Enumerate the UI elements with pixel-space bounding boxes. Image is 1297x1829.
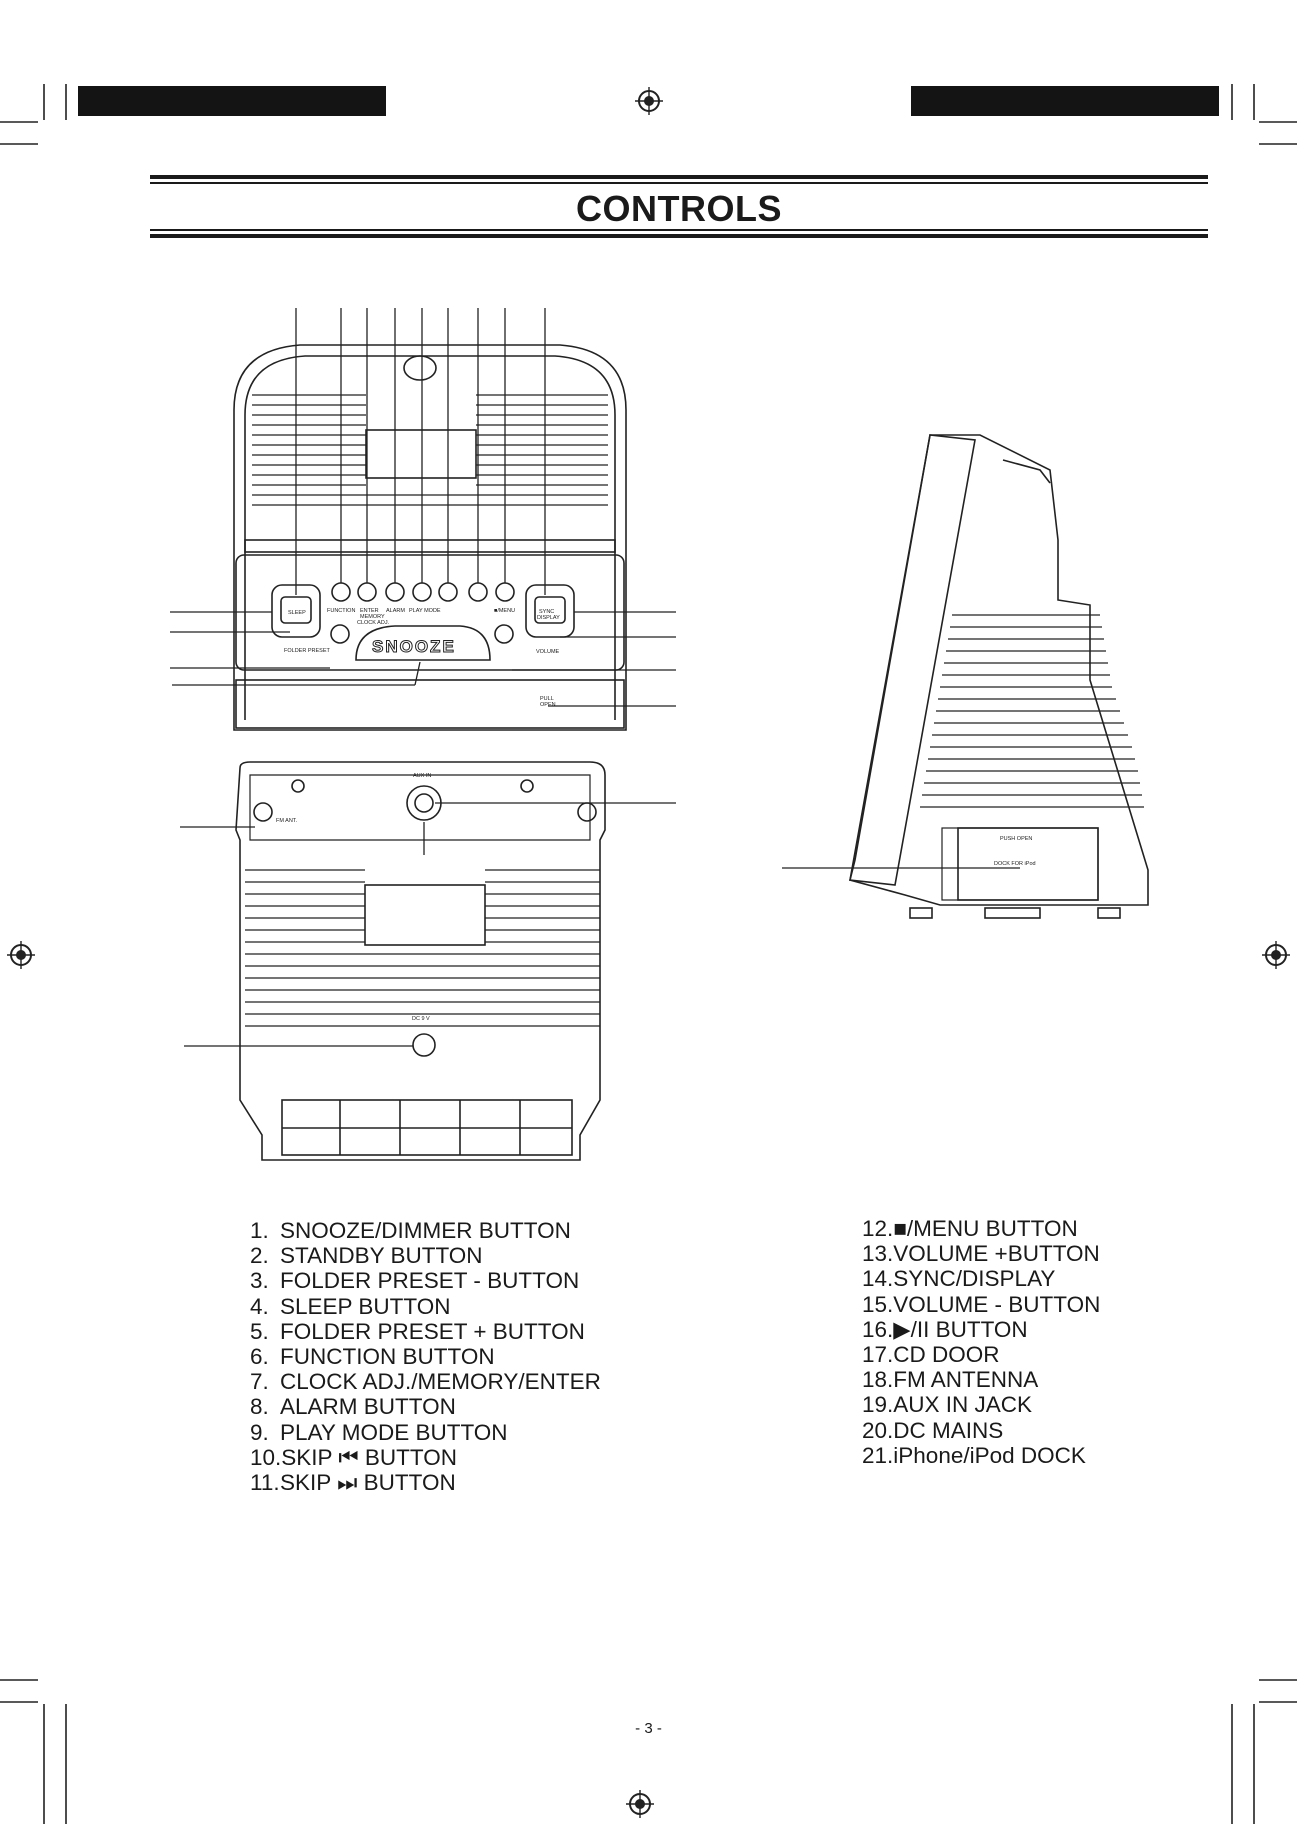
device-diagram (0, 300, 1297, 1180)
control-label: iPhone/iPod DOCK (893, 1442, 1086, 1468)
control-item (250, 1420, 601, 1445)
control-label: FOLDER PRESET + BUTTON (280, 1318, 585, 1344)
control-number: 19. (862, 1392, 894, 1418)
clock-adj-label: CLOCK ADJ. (357, 620, 390, 626)
push-open-label: PUSH OPEN (1000, 836, 1033, 842)
control-item (250, 1369, 601, 1394)
control-number: 13. (862, 1241, 894, 1267)
open-label: OPEN (540, 702, 556, 708)
control-label: STANDBY BUTTON (280, 1243, 483, 1269)
control-label: SLEEP BUTTON (280, 1293, 451, 1319)
back-view (180, 762, 676, 1160)
header-bar-left (78, 86, 386, 116)
control-number: 15. (862, 1291, 894, 1317)
control-item (862, 1241, 1100, 1266)
control-label: CD DOOR (893, 1342, 1000, 1368)
control-item (862, 1418, 1100, 1443)
control-label: SKIP ⏭ BUTTON (280, 1470, 456, 1496)
control-item (862, 1317, 1100, 1342)
device-diagram-svg (0, 300, 1297, 1180)
control-number: 8. (250, 1394, 269, 1420)
controls-list-right (862, 1216, 1100, 1468)
sleep-label: SLEEP (288, 610, 306, 616)
memory-label: MEMORY (360, 614, 385, 620)
control-number: 4. (250, 1293, 269, 1319)
control-number: 10. (250, 1444, 282, 1470)
control-item (250, 1445, 601, 1470)
control-number: 20. (862, 1417, 894, 1443)
function-label: FUNCTION (327, 608, 356, 614)
control-number: 14. (862, 1266, 894, 1292)
registration-mark-bottom (626, 1790, 654, 1818)
page-title: CONTROLS (576, 188, 782, 229)
control-number: 17. (862, 1342, 894, 1368)
control-item (862, 1266, 1100, 1291)
display-label: DISPLAY (537, 615, 560, 621)
registration-mark-top (635, 87, 663, 115)
control-item (250, 1294, 601, 1319)
control-label: FM ANTENNA (893, 1367, 1039, 1393)
control-item (250, 1344, 601, 1369)
control-item (862, 1292, 1100, 1317)
control-number: 9. (250, 1419, 269, 1445)
alarm-label: ALARM (386, 608, 405, 614)
header-bar-right (911, 86, 1219, 116)
control-item (862, 1342, 1100, 1367)
snooze-label: SNOOZE (372, 637, 456, 656)
control-number: 6. (250, 1344, 269, 1370)
dc-label: DC 9 V (412, 1016, 430, 1022)
control-item (862, 1392, 1100, 1417)
control-label: DC MAINS (893, 1417, 1004, 1443)
control-label: CLOCK ADJ./MEMORY/ENTER (280, 1369, 601, 1395)
control-number: 7. (250, 1369, 269, 1395)
control-item (250, 1470, 601, 1495)
control-item (862, 1216, 1100, 1241)
control-item (862, 1443, 1100, 1468)
title-rule-bottom-thin (150, 229, 1208, 231)
control-item (862, 1367, 1100, 1392)
control-item (250, 1243, 601, 1268)
control-label: ■/MENU BUTTON (893, 1216, 1078, 1241)
control-label: ALARM BUTTON (280, 1394, 456, 1420)
control-number: 11. (250, 1470, 280, 1496)
control-label: PLAY MODE BUTTON (280, 1419, 508, 1445)
sync-label: SYNC (539, 609, 555, 615)
folder-preset-label: FOLDER PRESET (284, 648, 330, 654)
title-rule-top (150, 175, 1208, 179)
pull-label: PULL (540, 696, 554, 702)
control-label: FOLDER PRESET - BUTTON (280, 1268, 580, 1294)
control-item (250, 1319, 601, 1344)
control-number: 2. (250, 1243, 269, 1269)
control-item (250, 1218, 601, 1243)
control-number: 18. (862, 1367, 894, 1393)
control-label: SNOOZE/DIMMER BUTTON (280, 1218, 571, 1243)
control-number: 12. (862, 1216, 894, 1241)
control-label: VOLUME +BUTTON (893, 1241, 1100, 1267)
side-view (782, 435, 1148, 918)
control-label: ▶/II BUTTON (893, 1316, 1028, 1342)
front-view (170, 308, 676, 730)
play-mode-label: PLAY MODE (409, 608, 441, 614)
title-rule-bottom (150, 234, 1208, 238)
control-label: FUNCTION BUTTON (280, 1344, 495, 1370)
control-label: SYNC/DISPLAY (893, 1266, 1056, 1292)
enter-label: ENTER (360, 608, 379, 614)
page-number: - 3 - (635, 1720, 662, 1737)
control-item (250, 1394, 601, 1419)
aux-in-label: AUX IN (413, 773, 432, 779)
control-number: 16. (862, 1316, 894, 1342)
dock-for-ipod-label: DOCK FOR iPod (994, 861, 1036, 867)
controls-list-left (250, 1218, 601, 1495)
control-number: 21. (862, 1442, 894, 1468)
menu-label: ■/MENU (494, 608, 516, 614)
control-number: 5. (250, 1318, 269, 1344)
control-item (250, 1268, 601, 1293)
control-label: AUX IN JACK (893, 1392, 1033, 1418)
title-rule-top-thin (150, 182, 1208, 184)
control-label: VOLUME - BUTTON (893, 1291, 1101, 1317)
control-label: SKIP ⏮ BUTTON (281, 1444, 457, 1470)
fm-ant-label: FM ANT. (276, 818, 298, 824)
volume-label: VOLUME (536, 649, 560, 655)
control-number: 3. (250, 1268, 269, 1294)
control-number: 1. (250, 1218, 269, 1243)
